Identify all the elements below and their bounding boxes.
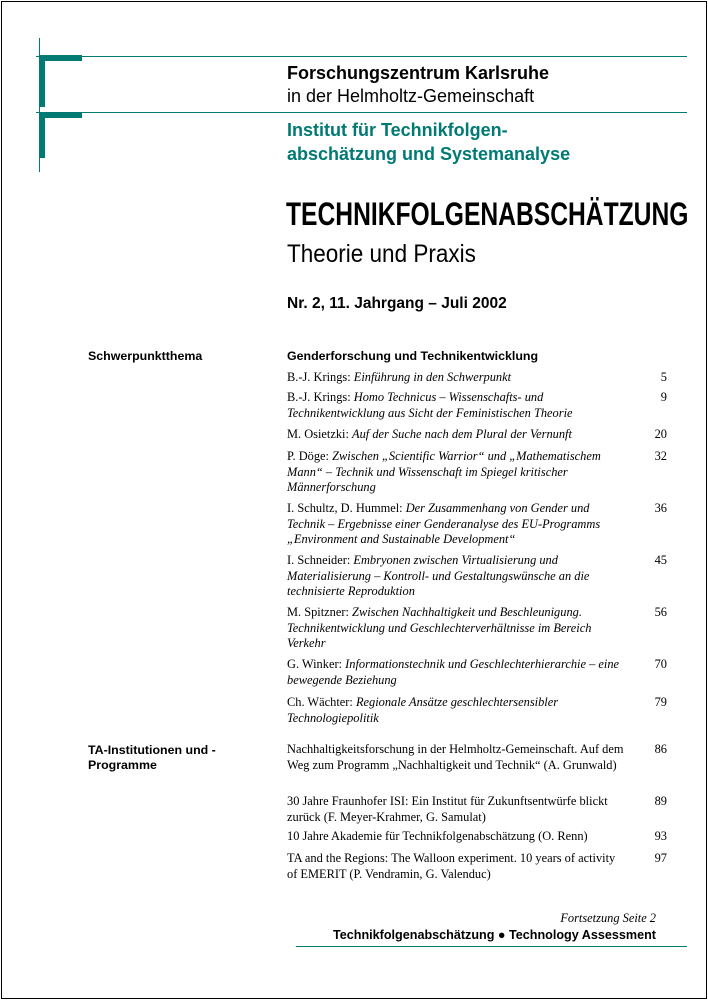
toc-text: 30 Jahre Fraunhofer ISI: Ein Institut für Zukunftsentwürfe blickt zurück (F. Meyer-Krahmer, G. Samulat): [287, 794, 608, 824]
toc-entry[interactable]: [287, 829, 667, 845]
toc-author: B.-J. Krings:: [287, 370, 354, 384]
logo-vertical-rule: [39, 38, 40, 172]
footer-rule: [296, 946, 687, 947]
toc-page-number: 86: [654, 742, 667, 756]
header-rule-middle: [36, 112, 687, 113]
toc-author: P. Döge:: [287, 449, 333, 463]
toc-entry[interactable]: [287, 553, 667, 601]
toc-text: 10 Jahre Akademie für Technikfolgenabschätzung (O. Renn): [287, 829, 588, 843]
toc-title: Embryonen zwischen Virtualisierung und Materialisierung – Kontroll- und Gestaltungswünsche an die technisierte Reproduktion: [287, 553, 590, 598]
toc-page-number: 32: [654, 449, 667, 463]
toc-page-number: 93: [654, 829, 667, 843]
toc-page-number: 5: [660, 370, 667, 384]
toc-title: Homo Technicus – Wissenschafts- und Technikentwicklung aus Sicht der Feministischen Theorie: [287, 390, 573, 420]
toc-entry[interactable]: [287, 370, 667, 386]
toc-page-number: 70: [654, 657, 667, 671]
toc-entry[interactable]: [287, 449, 667, 497]
toc-entry[interactable]: [287, 390, 667, 422]
toc-title: Informationstechnik und Geschlechterhierarchie – eine bewegende Beziehung: [287, 657, 620, 687]
toc-title: Auf der Suche nach dem Plural der Vernunft: [352, 427, 572, 441]
section-label-focus: Schwerpunktthema: [88, 349, 203, 363]
toc-page-number: 97: [654, 851, 667, 865]
institute-name-line1: Institut für Technikfolgen-: [287, 120, 508, 140]
toc-author: I. Schneider:: [287, 553, 354, 567]
toc-title: Einführung in den Schwerpunkt: [353, 370, 512, 384]
toc-author: M. Osietzki:: [287, 427, 353, 441]
section-label-institutions: TA-Institutionen und -Programme: [88, 743, 216, 772]
toc-entry[interactable]: [287, 851, 667, 883]
toc-author: B.-J. Krings:: [287, 390, 354, 404]
toc-page-number: 56: [654, 605, 667, 619]
toc-entry[interactable]: [287, 794, 667, 826]
toc-entry[interactable]: [287, 742, 667, 790]
toc-page-number: 79: [654, 695, 667, 709]
toc-title: Der Zusammenhang von Gender und Technik – Ergebnisse einer Genderanalyse des EU-Programms „Environment and Sustainable Development“: [287, 501, 601, 546]
toc-page-number: 20: [654, 427, 667, 441]
toc-page-number: 36: [654, 501, 667, 515]
header-rule-top: [36, 56, 687, 57]
toc-page-number: 45: [654, 553, 667, 567]
continuation-note: Fortsetzung Seite 2: [560, 911, 656, 925]
toc-author: G. Winker:: [287, 657, 346, 671]
toc-entry[interactable]: [287, 427, 667, 443]
section-heading: Genderforschung und Technikentwicklung: [287, 349, 539, 363]
toc-title: Zwischen „Scientific Warrior“ und „Mathematischem Mann“ – Technik und Wissenschaft im Spiegel kritischer Männerforschung: [287, 449, 601, 494]
toc-text: Nachhaltigkeitsforschung in der Helmholtz-Gemeinschaft. Auf dem Weg zum Programm „Nachhaltigkeit und Technik“ (A. Grunwald): [287, 742, 624, 772]
toc-entry[interactable]: [287, 605, 667, 653]
toc-entry[interactable]: [287, 501, 667, 549]
toc-title: Zwischen Nachhaltigkeit und Beschleunigung. Technikentwicklung und Geschlechterverhältnisse im Bereich Verkehr: [287, 605, 592, 650]
toc-author: I. Schultz, D. Hummel:: [287, 501, 406, 515]
toc-text: TA and the Regions: The Walloon experiment. 10 years of activity of EMERIT (P. Vendramin, G. Valenduc): [287, 851, 616, 881]
issue-info: Nr. 2, 11. Jahrgang – Juli 2002: [287, 295, 507, 312]
institution-affiliation: in der Helmholtz-Gemeinschaft: [287, 86, 535, 106]
toc-entry[interactable]: [287, 695, 667, 727]
footer-tagline: Technikfolgenabschätzung ● Technology Assessment: [333, 928, 656, 942]
toc-author: Ch. Wächter:: [287, 695, 356, 709]
journal-title: TECHNIKFOLGENABSCHÄTZUNG: [286, 196, 689, 232]
toc-page-number: 89: [654, 794, 667, 808]
institute-name-line2: abschätzung und Systemanalyse: [287, 144, 571, 164]
toc-entry[interactable]: [287, 657, 667, 689]
journal-subtitle: Theorie und Praxis: [287, 240, 476, 268]
institution-name: Forschungszentrum Karlsruhe: [287, 63, 550, 83]
toc-author: M. Spitzner:: [287, 605, 353, 619]
toc-page-number: 9: [660, 390, 667, 404]
toc-title: Regionale Ansätze geschlechtersensibler Technologiepolitik: [287, 695, 559, 725]
